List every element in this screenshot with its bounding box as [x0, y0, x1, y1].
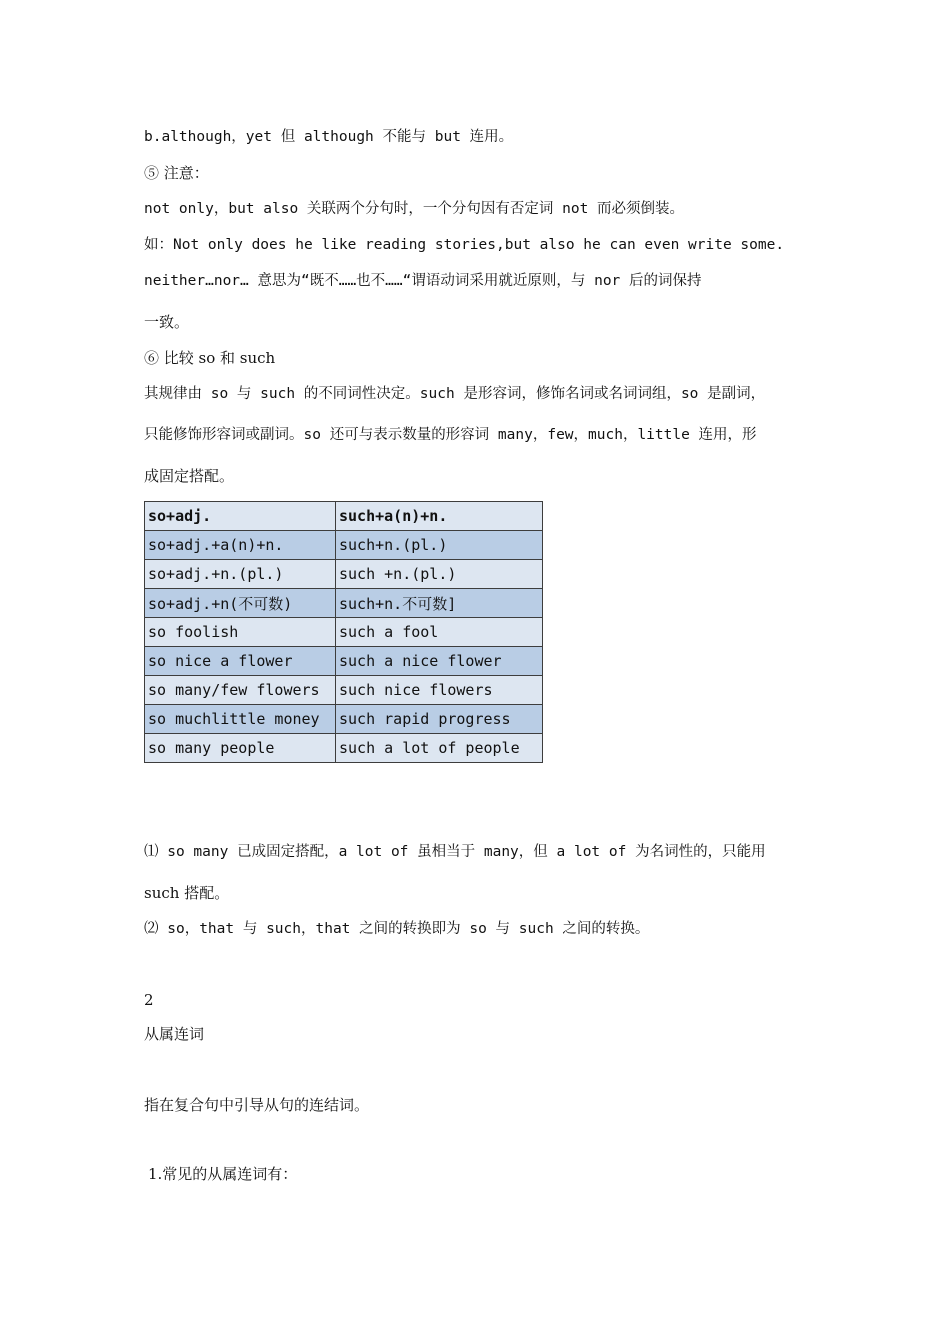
table-row [145, 589, 543, 618]
table-cell: so nice a flower [145, 647, 336, 676]
paragraph: 成固定搭配。 [144, 467, 235, 485]
section-title: 从属连词 [144, 1025, 205, 1043]
paragraph: 其规律由 so 与 such 的不同词性决定。such 是形容词，修饰名词或名词词组，so 是副词， [144, 386, 766, 402]
table-cell: so many people [145, 734, 336, 763]
table-row [145, 647, 543, 676]
table-cell: such nice flowers [336, 676, 543, 705]
table-cell: such +n.(pl.) [336, 560, 543, 589]
table-header-cell: such+a(n)+n. [336, 502, 543, 531]
paragraph: b.although，yet 但 although 不能与 but 连用。 [144, 129, 514, 145]
section-description: 指在复合句中引导从句的连结词。 [144, 1096, 370, 1114]
table-cell: such rapid progress [336, 705, 543, 734]
list-item: 1.常见的从属连词有： [148, 1165, 298, 1183]
note-1: ⑴ so many 已成固定搭配，a lot of 虽相当于 many，但 a lot of 为名词性的，只能用 [144, 844, 766, 860]
table-cell: so many/few flowers [145, 676, 336, 705]
table-cell: such a nice flower [336, 647, 543, 676]
table-cell: such+n.(pl.) [336, 531, 543, 560]
table-cell: such a fool [336, 618, 543, 647]
paragraph: 一致。 [144, 313, 190, 331]
table-row [145, 676, 543, 705]
table-cell: so muchlittle money [145, 705, 336, 734]
table-header-cell: so+adj. [145, 502, 336, 531]
so-such-comparison-table [144, 501, 543, 763]
table-row [145, 618, 543, 647]
table-row [145, 705, 543, 734]
table-header-row [145, 502, 543, 531]
section-number: 2 [144, 991, 154, 1009]
table-row [145, 560, 543, 589]
table-cell: so foolish [145, 618, 336, 647]
note-2: ⑵ so，that 与 such，that 之间的转换即为 so 与 such 之间的转换。 [144, 921, 650, 937]
note-heading: ⑤ 注意： [144, 164, 209, 182]
paragraph: not only，but also 关联两个分句时，一个分句因有否定词 not 而必须倒装。 [144, 201, 685, 217]
table-cell: so+adj.+n(不可数) [145, 589, 336, 618]
paragraph: neither…nor… 意思为“既不……也不……“谓语动词采用就近原则，与 nor 后的词保持 [144, 273, 702, 289]
table-cell: so+adj.+a(n)+n. [145, 531, 336, 560]
paragraph: 只能修饰形容词或副词。so 还可与表示数量的形容词 many，few，much，little 连用，形 [144, 427, 757, 443]
example-sentence: 如：Not only does he like reading stories,but also he can even write some. [144, 237, 785, 253]
compare-heading: ⑥ 比较 so 和 such [144, 349, 276, 367]
table-row [145, 531, 543, 560]
table-cell: such+n.不可数] [336, 589, 543, 618]
table-cell: so+adj.+n.(pl.) [145, 560, 336, 589]
table-cell: such a lot of people [336, 734, 543, 763]
note-1-continued: such 搭配。 [144, 884, 230, 902]
table-row [145, 734, 543, 763]
